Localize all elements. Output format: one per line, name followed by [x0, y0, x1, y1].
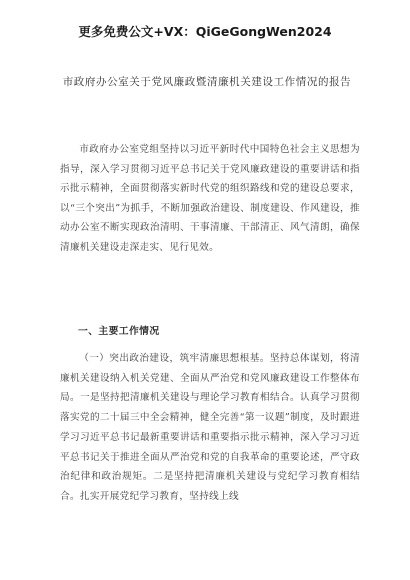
- section-paragraph: （一）突出政治建设，筑牢清廉思想根基。坚持总体谋划，将清廉机关建设纳入机关党建、全面从严治党和党风廉政建设工作整体布局。一是坚持把清廉机关建设与理论学习教育相结合。认真学习贯彻落实党的二十届三中全会精神，健全完善“第一议题”制度，及时跟进学习习近平总书记最新重要讲话和重要指示批示精神，深入学习习近平总书记关于推进全面从严治党和党的自我革命的重要论述，严守政治纪律和政治规矩。二是坚持把清廉机关建设与党纪学习教育相结合。扎实开展党纪学习教育，坚持线上线: [60, 353, 360, 502]
- intro-paragraph: 市政府办公室党组坚持以习近平新时代中国特色社会主义思想为指导，深入学习贯彻习近平总书记关于党风廉政建设的重要讲话和指示批示精神，全面贯彻落实新时代党的组织路线和党的建设总要求，以“三个突出”为抓手，不断加强政治建设、制度建设、作风建设，推动办公室不断实现政治清明、干事清廉、干部清正、风气清朗，确保清廉机关建设走深走实、见行见效。: [60, 144, 360, 253]
- section-heading: 一、主要工作情况: [78, 326, 160, 337]
- watermark-header: 更多免费公文+VX：QiGeGongWen2024: [78, 24, 332, 39]
- document-title: 市政府办公室关于党风廉政暨清廉机关建设工作情况的报告: [62, 76, 352, 88]
